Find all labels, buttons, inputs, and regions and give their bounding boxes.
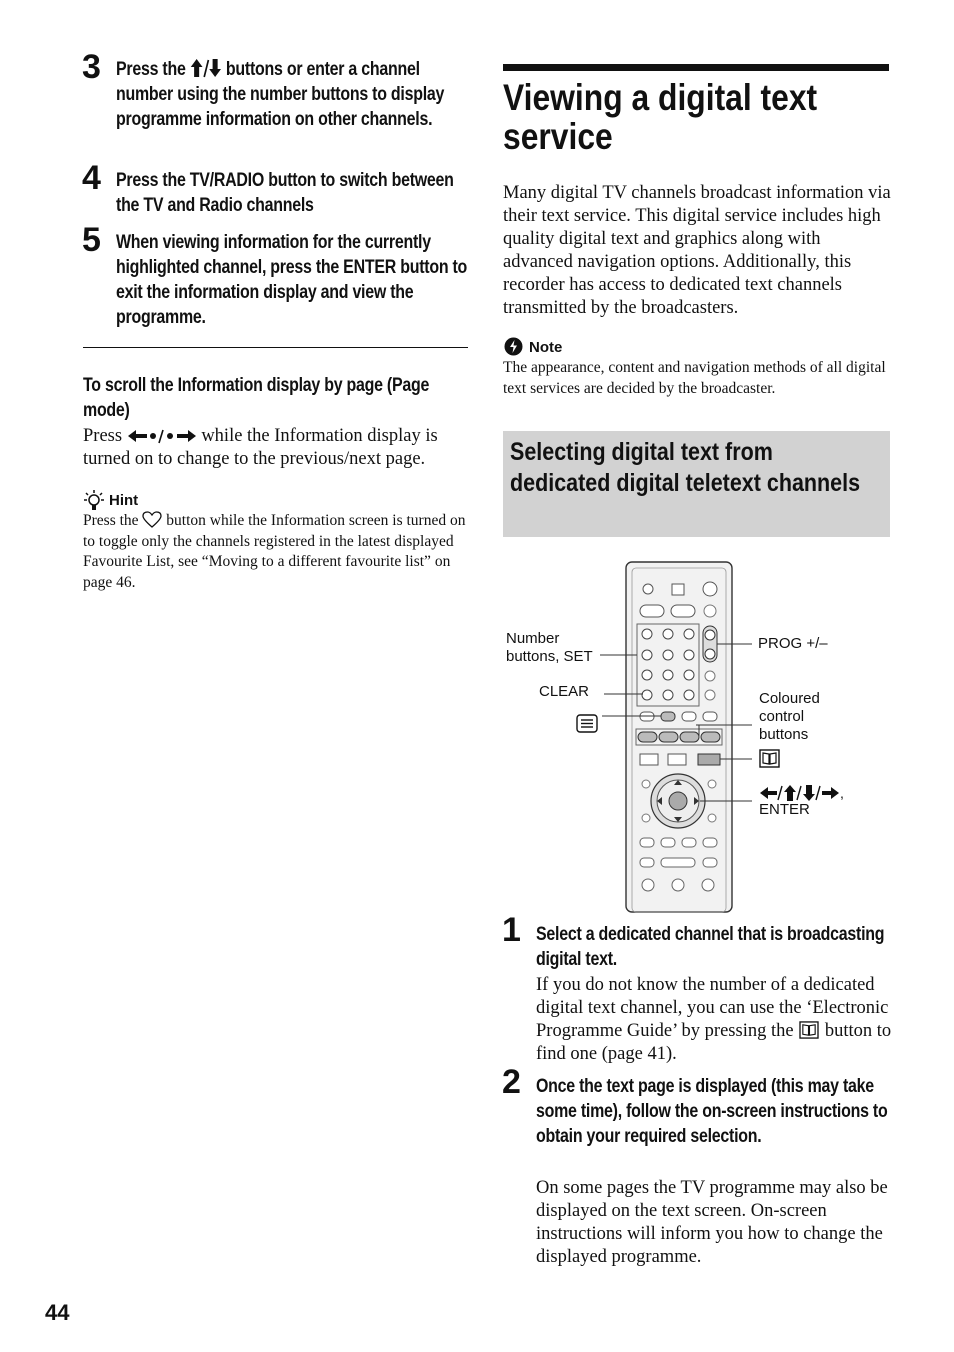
page-title (503, 78, 889, 156)
step-4-label: Press the TV/RADIO button to switch between the TV and Radio channels (116, 170, 454, 216)
step-3-rest: number using the number buttons to display programme information on other channels. (116, 84, 445, 130)
step-1-body-a: If you do not know the number of a dedicated digital text channel, you can use the ‘Electronic Programme Guide’ by pressing the (536, 975, 889, 1041)
callout-enter: ENTER (759, 801, 810, 818)
callout-clear: CLEAR (539, 683, 590, 700)
step-2-title (536, 1074, 891, 1149)
callout-prog: PROG +/– (758, 635, 828, 652)
callout-coloured-buttons: Coloured control buttons (759, 690, 820, 743)
note-label: Note (529, 339, 563, 356)
step-1-body (536, 974, 892, 1066)
heart-icon (142, 511, 162, 528)
arrow-keys-icon (759, 784, 845, 802)
step-3-number: 3 (82, 48, 101, 86)
step-4-text (116, 168, 471, 218)
section-title-label: Selecting digital text from dedicated digital teletext channels (510, 438, 861, 497)
step-3-post: buttons or enter a channel (225, 59, 420, 80)
page-number: 44 (45, 1300, 70, 1325)
section-title (510, 437, 870, 499)
note-text: The appearance, content and navigation methods of all digital text services are decided by the broadcaster. (503, 359, 886, 397)
scroll-heading (83, 373, 468, 423)
scroll-pre: Press (83, 426, 123, 446)
guide-book-icon (798, 1021, 820, 1039)
step-2-body: On some pages the TV programme may also be displayed on the text screen. On-screen instructions will inform you how to change the displayed programme. (536, 1178, 888, 1267)
note-icon (504, 337, 523, 356)
scroll-heading-label: To scroll the Information display by page (Page mode) (83, 375, 430, 421)
hint-pre: Press the (83, 512, 139, 529)
step-3-pre: Press the (116, 59, 186, 80)
scroll-rest: turned on to change to the previous/next page. (83, 449, 426, 469)
text-service-icon (576, 714, 598, 733)
hint-bulb-icon (84, 490, 104, 512)
step-4-number: 4 (82, 159, 101, 197)
title-top-rule (503, 64, 889, 71)
svg-text:,: , (840, 785, 844, 801)
step-1-number: 1 (502, 911, 521, 949)
step-5-label: When viewing information for the currently highlighted channel, press the ENTER button to exit the information display and view the programme. (116, 232, 468, 328)
hint-body (83, 511, 468, 593)
scroll-post: while the Information display is (201, 426, 438, 446)
guide-book-icon (759, 749, 780, 768)
page-title-label: Viewing a digital text service (503, 77, 818, 157)
intro-paragraph: Many digital TV channels broadcast information via their text service. This digital service includes high quality digital text and graphics along with advanced navigation options. Additionally, this recorder has access to dedicated text channels transmitted by the broadcasters. (503, 183, 891, 318)
hint-rest: turned on to toggle only the channels registered in the latest displayed Favourite List, see “Moving to a different favourite list” on page 46. (83, 512, 466, 591)
section-divider (83, 347, 468, 348)
hint-post: button while the Information screen is (166, 512, 403, 529)
step-1-body-b: button to find one (page 41). (536, 1021, 892, 1064)
step-2-title-label: Once the text page is displayed (this may take some time), follow the on-screen instructions to obtain your required selection. (536, 1076, 888, 1147)
up-down-arrow-icon (190, 58, 222, 78)
page-prev-next-icon (127, 428, 197, 444)
step-5-number: 5 (82, 221, 101, 259)
step-1-title-label: Select a dedicated channel that is broadcasting digital text. (536, 924, 885, 970)
scroll-body (83, 425, 473, 471)
step-2-number: 2 (502, 1063, 521, 1101)
callout-number-buttons: Number buttons, SET (506, 630, 593, 665)
hint-label: Hint (109, 492, 139, 509)
step-5-text (116, 230, 471, 330)
step-3-text (116, 57, 471, 132)
step-1-title (536, 922, 891, 972)
